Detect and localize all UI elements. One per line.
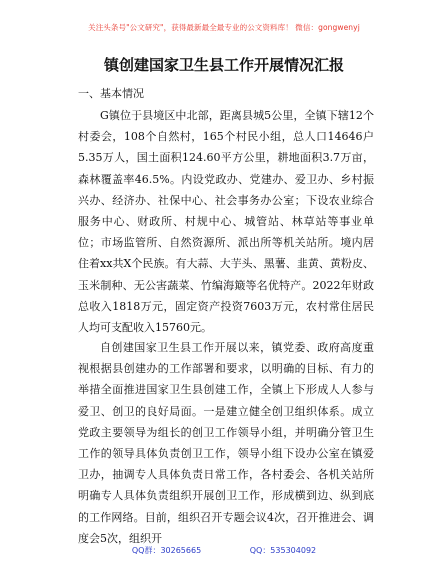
document-title: 镇创建国家卫生县工作开展情况汇报 — [103, 56, 344, 74]
body-paragraph: G镇位于县境区中北部，距离县城5公里，全镇下辖12个村委会，108个自然村，165个村民小组，总人口14646户5.35万人，国土面积124.60平方公里，耕地面积3.7万亩，森林覆盖率46.5%。内设党政办、党建办、爱卫办、乡村振兴办、经济办、社保中心、社会事务办公室；下设农业综合服务中心、财政所、村规中心、城管站、林草站等事业单位；市场监管所、自然资源所、派出所等机关站所。境内居住着xx共X个民族。有大蒜、大芋头、黑薯、韭黄、黄粉皮、玉米制种、无公害蔬菜、竹编海簸等名优特产。2022年财政总收入1818万元，固定资产投资7603万元，农村常住居民人均可支配收入15760元。 — [78, 109, 374, 335]
footer-qq: QQ：535304092 — [249, 546, 317, 555]
footer-contact — [0, 545, 448, 556]
section-heading: 一、基本情况 — [78, 87, 144, 100]
body-paragraph: 自创建国家卫生县工作开展以来，镇党委、政府高度重视根据县创建办的工作部署和要求，以明确的目标、有力的举措全面推进国家卫生县创建工作，全镇上下形成人人参与爱卫、创卫的良好局面。一是建立健全创卫组织体系。成立党政主要领导为组长的创卫工作领导小组，并明确分管卫生工作的领导具体负责创卫工作，领导小组下设办公室在镇爱卫办，抽调专人具体负责日常工作，各村委会、各机关站所明确专人具体负责组织开展创卫工作，形成横到边、纵到底的工作网络。目前，组织召开专题会议4次，召开推进会、调度会5次，组织开 — [78, 341, 374, 545]
footer-qq-group: QQ群：30265665 — [131, 546, 202, 555]
top-promo-banner: 关注头条号"公文研究"，获得最新最全最专业的公文资料库！ 微信：gongwenyj — [88, 23, 360, 32]
